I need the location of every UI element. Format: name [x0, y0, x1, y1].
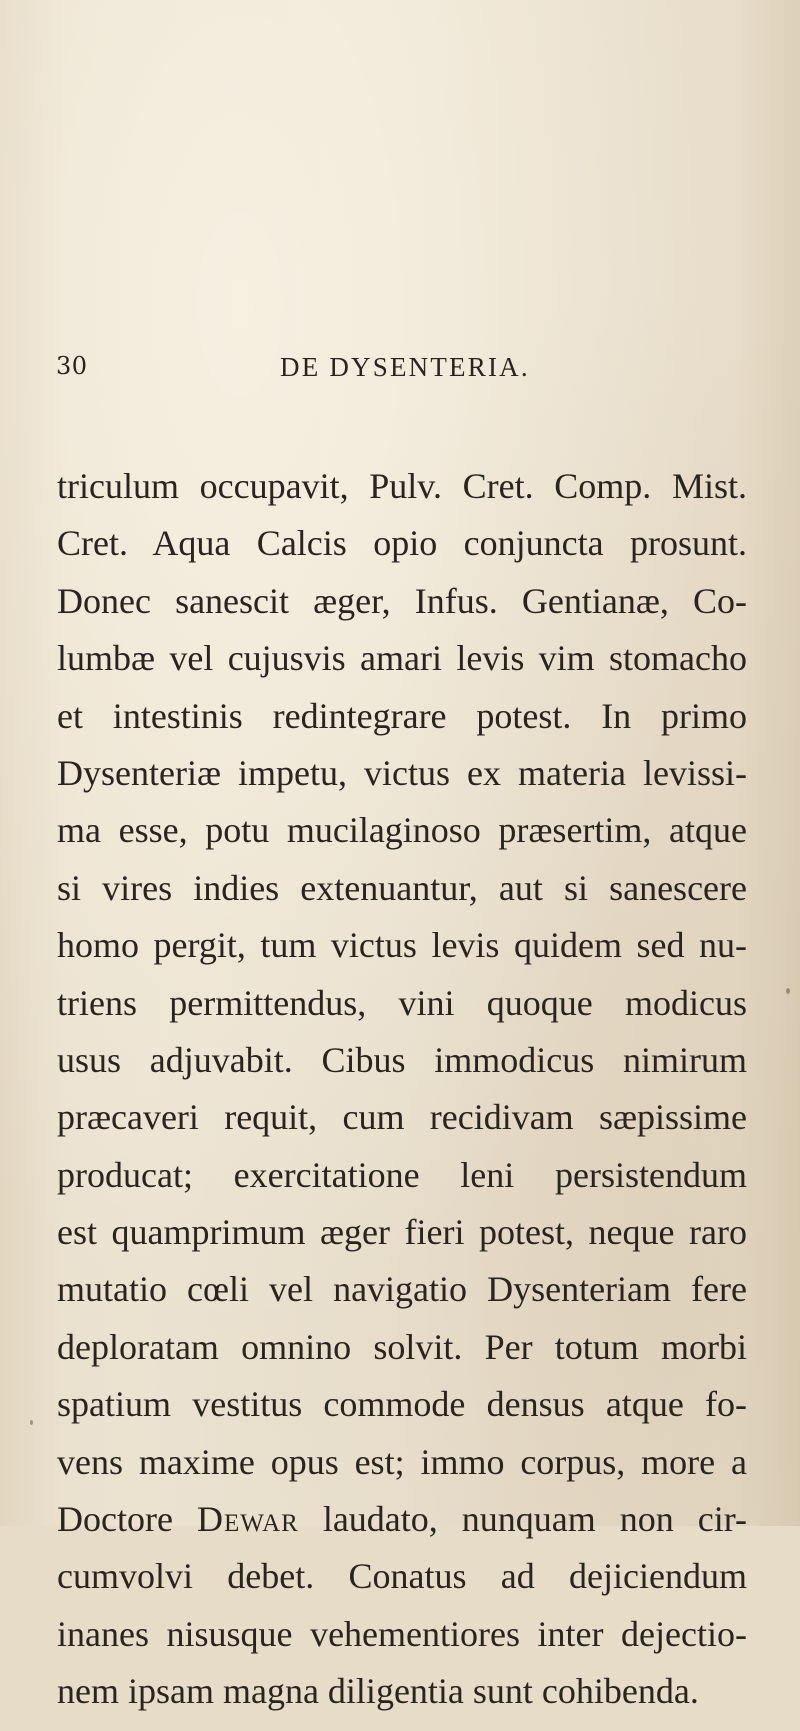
text-line: lumbæ vel cujusvis amari levis vim stomacho [57, 638, 747, 679]
text-line: producat; exercitatione leni persistendum [57, 1154, 747, 1195]
author-name: Dewar [196, 1499, 299, 1540]
text-line: si vires indies extenuantur, aut si sanescere [57, 867, 747, 908]
paper-speck [786, 988, 790, 994]
body-text [57, 468, 747, 1731]
text-line: inanes nisusque vehementiores inter dejectio- [57, 1613, 747, 1654]
text-line: nem ipsam magna diligentia sunt cohibenda. [57, 1671, 699, 1712]
text-line: vens maxime opus est; immo corpus, more a [57, 1441, 747, 1482]
page-number: 30 [56, 352, 88, 380]
text-line: præcaveri requit, cum recidivam sæpissime [57, 1097, 747, 1138]
text-line: ma esse, potu mucilaginoso præsertim, atque [57, 810, 747, 851]
text-line [57, 1501, 747, 1558]
text-line: est quamprimum æger fieri potest, neque raro [57, 1212, 747, 1253]
text-line: deploratam omnino solvit. Per totum morbi [57, 1326, 747, 1367]
text-fragment: laudato, nunquam non cir- [322, 1499, 748, 1540]
text-fragment: Doctore [57, 1499, 173, 1540]
text-line: usus adjuvabit. Cibus immodicus nimirum [57, 1039, 747, 1080]
text-line: triens permittendus, vini quoque modicus [57, 982, 747, 1023]
running-title: DE DYSENTERIA. [280, 352, 530, 382]
text-line: Donec sanescit æger, Infus. Gentianæ, Co- [57, 580, 747, 621]
text-line: Cret. Aqua Calcis opio conjuncta prosunt. [57, 523, 747, 564]
text-line: Dysenteriæ impetu, victus ex materia levissi- [57, 752, 747, 793]
text-line: homo pergit, tum victus levis quidem sed nu- [57, 925, 747, 966]
text-line: triculum occupavit, Pulv. Cret. Comp. Mist. [57, 466, 747, 506]
text-line: et intestinis redintegrare potest. In primo [57, 695, 747, 736]
paper-speck [30, 1420, 33, 1425]
text-line: mutatio cœli vel navigatio Dysenteriam fere [57, 1269, 747, 1310]
text-line: cumvolvi debet. Conatus ad dejiciendum [57, 1556, 747, 1597]
text-line: spatium vestitus commode densus atque fo- [57, 1384, 747, 1425]
running-head [56, 352, 756, 382]
